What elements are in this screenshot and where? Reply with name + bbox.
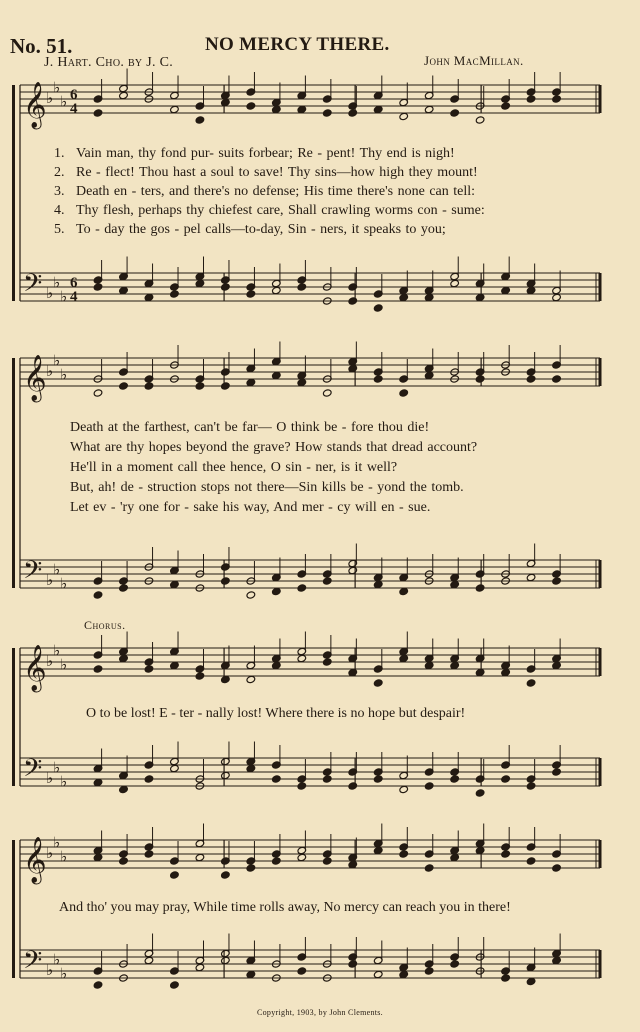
end-bar-thick (599, 648, 602, 676)
treble-clef: 𝄞 (23, 645, 47, 691)
treble-note (450, 661, 460, 669)
bass-note (399, 293, 409, 301)
bass-note (221, 283, 231, 291)
treble-note (119, 91, 129, 99)
bass-note (272, 587, 282, 595)
flat-sign: ♭ (60, 287, 68, 306)
bass-note (526, 573, 536, 581)
treble-note (526, 857, 536, 865)
bass-note (501, 775, 511, 783)
treble-note (170, 105, 180, 113)
bass-note (552, 768, 562, 776)
treble-note (93, 389, 103, 397)
treble-note (221, 98, 231, 106)
time-signature-bottom: 4 (70, 289, 78, 305)
treble-clef: 𝄞 (23, 837, 47, 883)
treble-note (195, 116, 205, 124)
bass-note (450, 279, 460, 287)
treble-note (475, 846, 485, 854)
bass-note (526, 782, 536, 790)
treble-note (170, 871, 180, 879)
flat-sign: ♭ (60, 655, 68, 674)
time-signature-bottom: 4 (70, 101, 78, 117)
bass-note (144, 775, 154, 783)
verse-line: 1. Vain man, thy fond pur- suits forbear; Re - pent! Thy end is nigh! (54, 146, 455, 161)
treble-note (119, 857, 129, 865)
bass-note (144, 956, 154, 964)
bass-note (221, 771, 231, 779)
bass-note (348, 566, 358, 574)
bass-note (297, 782, 307, 790)
flat-sign: ♭ (53, 351, 61, 370)
treble-note (399, 112, 409, 120)
treble-note (144, 850, 154, 858)
treble-note (246, 864, 256, 872)
treble-clef: 𝄞 (23, 355, 47, 401)
end-bar-thick (599, 358, 602, 386)
flat-sign: ♭ (53, 833, 61, 852)
bass-note (450, 960, 460, 968)
end-bar-thick (599, 840, 602, 868)
end-bar-thick (599, 950, 602, 978)
treble-note (246, 378, 256, 386)
treble-note (272, 857, 282, 865)
bass-note (297, 584, 307, 592)
flat-sign: ♭ (60, 964, 68, 983)
bass-note (475, 584, 485, 592)
bass-note (348, 782, 358, 790)
flat-sign: ♭ (46, 89, 54, 107)
bass-note (501, 286, 511, 294)
treble-note (195, 672, 205, 680)
treble-note (348, 364, 358, 372)
chorus-label: Chorus. (84, 618, 126, 632)
treble-note (322, 857, 332, 865)
treble-note (501, 668, 511, 676)
bass-note (272, 775, 282, 783)
treble-note (322, 658, 332, 666)
bass-note (373, 970, 383, 978)
treble-note (501, 850, 511, 858)
treble-note (424, 864, 434, 872)
flat-sign: ♭ (60, 92, 68, 111)
treble-note (373, 846, 383, 854)
flat-sign: ♭ (46, 571, 54, 589)
bass-note (348, 960, 358, 968)
treble-note (221, 871, 231, 879)
treble-note (221, 382, 231, 390)
treble-note (195, 382, 205, 390)
chorus-lyric-line: O to be lost! E - ter - nally lost! Where there is no hope but despair! (86, 706, 466, 721)
flat-sign: ♭ (46, 769, 54, 787)
bass-note (399, 785, 409, 793)
treble-note (552, 375, 562, 383)
bass-clef: 𝄢 (23, 269, 43, 304)
bass-note (170, 580, 180, 588)
flat-sign: ♭ (60, 365, 68, 384)
verse-line: 5. To - day the gos - pel calls—to-day, Sin - ners, it speaks to you; (54, 222, 446, 237)
flat-sign: ♭ (53, 560, 61, 579)
bass-note (450, 775, 460, 783)
system-bracket (12, 840, 15, 978)
bass-note (475, 293, 485, 301)
flat-sign: ♭ (53, 641, 61, 660)
flat-sign: ♭ (60, 574, 68, 593)
treble-note (424, 105, 434, 113)
bass-note (246, 290, 256, 298)
time-signature-top: 6 (70, 87, 78, 103)
chorus-lyric-line: And tho' you may pray, While time rolls away, No mercy can reach you in there! (59, 900, 511, 915)
bass-note (221, 577, 231, 585)
treble-note (373, 679, 383, 687)
bass-note (144, 293, 154, 301)
treble-note (399, 850, 409, 858)
verse-line: 2. Re - flect! Thou hast a soul to save! Thy sins—how high they mount! (54, 165, 478, 180)
bass-note (373, 775, 383, 783)
flat-sign: ♭ (46, 844, 54, 862)
bass-note (501, 974, 511, 982)
treble-note (475, 668, 485, 676)
hymn-number: No. 51. (10, 34, 73, 58)
flat-sign: ♭ (46, 362, 54, 380)
bass-note (93, 981, 103, 989)
end-bar-thick (599, 273, 602, 301)
bass-note (552, 293, 562, 301)
bass-note (170, 764, 180, 772)
hymn-title: NO MERCY THERE. (205, 34, 390, 55)
treble-note (501, 102, 511, 110)
end-bar-thick (599, 560, 602, 588)
treble-note (93, 665, 103, 673)
bass-note (552, 577, 562, 585)
treble-note (348, 668, 358, 676)
flat-sign: ♭ (46, 284, 54, 302)
treble-note (526, 375, 536, 383)
treble-note (552, 661, 562, 669)
bass-note (246, 591, 256, 599)
system-bracket (12, 85, 15, 301)
end-bar-thick (599, 758, 602, 786)
treble-note (246, 102, 256, 110)
treble-note (93, 109, 103, 117)
bass-note (170, 981, 180, 989)
bass-note (399, 970, 409, 978)
treble-note (399, 389, 409, 397)
verse-line: 4. Thy flesh, perhaps thy chiefest care, Shall crawling worms con - sume: (54, 203, 485, 218)
bass-note (195, 963, 205, 971)
bass-note (93, 283, 103, 291)
treble-note (526, 95, 536, 103)
bass-clef: 𝄢 (23, 754, 43, 789)
treble-note (119, 654, 129, 662)
bass-note (424, 967, 434, 975)
bass-note (297, 283, 307, 291)
verse-line: Death at the farthest, can't be far— O think be - fore thou die! (70, 420, 430, 435)
treble-note (119, 382, 129, 390)
treble-note (297, 105, 307, 113)
flat-sign: ♭ (60, 847, 68, 866)
bass-note (119, 785, 129, 793)
treble-note (348, 860, 358, 868)
treble-note (297, 654, 307, 662)
treble-note (297, 378, 307, 386)
treble-note (552, 95, 562, 103)
treble-note (144, 665, 154, 673)
treble-note (424, 371, 434, 379)
treble-note (195, 853, 205, 861)
verse-line: He'll in a moment call thee hence, O sin - ner, is it well? (70, 460, 398, 475)
bass-note (424, 782, 434, 790)
treble-note (272, 371, 282, 379)
treble-note (475, 375, 485, 383)
bass-note (450, 580, 460, 588)
treble-note (348, 109, 358, 117)
bass-note (373, 304, 383, 312)
bass-note (272, 286, 282, 294)
treble-note (272, 661, 282, 669)
treble-note (450, 853, 460, 861)
flat-sign: ♭ (53, 78, 61, 97)
treble-note (93, 853, 103, 861)
end-bar-thick (599, 85, 602, 113)
bass-note (322, 577, 332, 585)
bass-note (119, 584, 129, 592)
flat-sign: ♭ (60, 772, 68, 791)
time-signature-top: 6 (70, 275, 78, 291)
bass-note (526, 977, 536, 985)
lyricist-credit: J. Hart. Cho. by J. C. (44, 55, 174, 70)
bass-note (93, 778, 103, 786)
bass-clef: 𝄢 (23, 946, 43, 981)
treble-note (526, 679, 536, 687)
treble-note (424, 661, 434, 669)
bass-note (322, 775, 332, 783)
bass-note (373, 580, 383, 588)
treble-note (322, 109, 332, 117)
treble-note (399, 654, 409, 662)
bass-note (246, 764, 256, 772)
bass-note (119, 286, 129, 294)
bass-note (170, 290, 180, 298)
bass-clef: 𝄢 (23, 556, 43, 591)
treble-note (475, 116, 485, 124)
treble-note (373, 105, 383, 113)
copyright-notice: Copyright, 1903, by John Clements. (257, 1008, 383, 1017)
bass-note (195, 279, 205, 287)
bass-note (221, 956, 231, 964)
treble-note (297, 853, 307, 861)
treble-note (322, 389, 332, 397)
verse-line: What are thy hopes beyond the grave? How stands that dread account? (70, 440, 478, 455)
treble-note (272, 105, 282, 113)
bass-note (526, 286, 536, 294)
treble-note (450, 109, 460, 117)
bass-note (348, 297, 358, 305)
flat-sign: ♭ (46, 652, 54, 670)
bass-note (552, 956, 562, 964)
treble-clef: 𝄞 (23, 82, 47, 128)
treble-note (170, 661, 180, 669)
bass-note (93, 591, 103, 599)
flat-sign: ♭ (46, 961, 54, 979)
bass-note (297, 967, 307, 975)
flat-sign: ♭ (53, 273, 61, 292)
verse-line: Let ev - 'ry one for - sake his way, And mer - cy will en - sue. (70, 500, 431, 515)
verse-line: 3. Death en - ters, and there's no defense; His time there's none can tell: (54, 184, 476, 199)
bass-note (424, 293, 434, 301)
bass-note (246, 970, 256, 978)
treble-note (246, 675, 256, 683)
system-bracket (12, 358, 15, 588)
system-bracket (12, 648, 15, 786)
treble-note (221, 675, 231, 683)
treble-note (373, 375, 383, 383)
flat-sign: ♭ (53, 950, 61, 969)
composer-credit: John MacMillan. (424, 53, 524, 68)
bass-note (475, 789, 485, 797)
verse-line: But, ah! de - struction stops not there—Sin kills be - yond the tomb. (70, 480, 464, 495)
treble-note (144, 382, 154, 390)
flat-sign: ♭ (53, 758, 61, 777)
bass-note (399, 587, 409, 595)
treble-note (552, 864, 562, 872)
